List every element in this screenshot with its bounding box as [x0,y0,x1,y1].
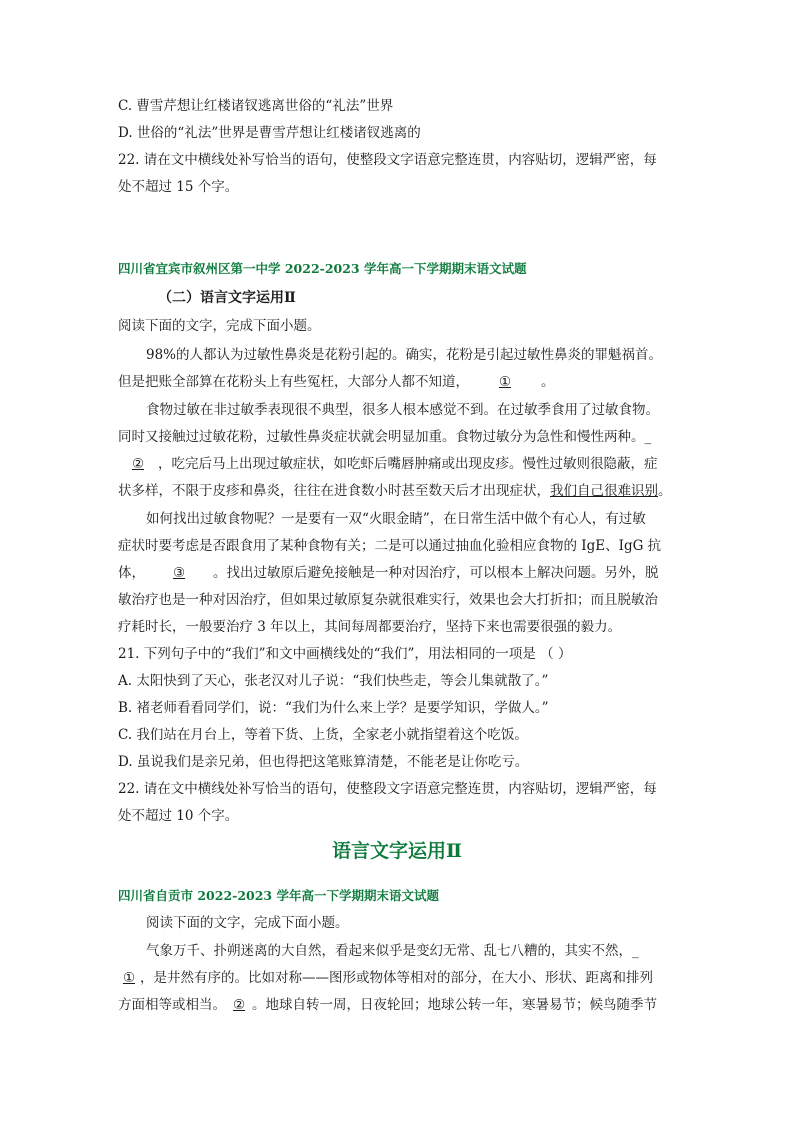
paragraph-1-line-1: 98%的人都认为过敏性鼻炎是花粉引起的。确实，花粉是引起过敏性鼻炎的罪魁祸首。 [146,347,663,363]
text-span: 。 [658,483,672,499]
paragraph-3-line-3 [118,563,659,583]
text-span: 方面相等或相当。 [118,997,226,1013]
question-22-line-2: 处不超过 10 个字。 [118,808,239,824]
answer-blank-2: ② [131,456,145,472]
paragraph-2-line-2: 同时又接触过过敏花粉，过敏性鼻炎症状就会明显加重。食物过敏分为急性和慢性两种。_ [118,429,652,445]
answer-blank-3: ③ [172,565,186,581]
text-span: ，是井然有序的。比如对称——图形或物体等相对的部分，在大小、形状、距离和排列 [140,970,653,986]
source-title: 四川省自贡市 2022-2023 学年高一下学期期末语文试题 [118,888,439,903]
question-22-line-1: 22. 请在文中横线处补写恰当的语句，使整段文字语意完整连贯，内容贴切，逻辑严密，每 [118,781,657,797]
answer-blank-1: ① [498,374,512,390]
instruction: 阅读下面的文字，完成下面小题。 [146,915,349,931]
paragraph-line-2 [118,968,653,988]
instruction: 阅读下面的文字，完成下面小题。 [118,318,321,334]
paragraph-3-line-5: 疗耗时长，一般要治疗 3 年以上，其间每周都要治疗，坚持下来也需要很强的毅力。 [118,619,622,635]
source-title: 四川省宜宾市叙州区第一中学 2022-2023 学年高一下学期期末语文试题 [118,261,527,276]
section-heading: （二）语言文字运用Ⅱ [158,290,296,306]
question-21-option-a: A. 太阳快到了天心，张老汉对儿子说：“我们快些走，等会儿集就散了。” [118,673,549,689]
question-21-option-b: B. 褚老师看看同学们，说：“我们为什么来上学？是要学知识，学做人。” [118,700,549,716]
text-span: 但是把账全部算在花粉头上有些冤枉，大部分人都不知道， [118,374,469,390]
question-21-option-d: D. 虽说我们是亲兄弟，但也得把这笔账算清楚，不能老是让你吃亏。 [118,754,529,770]
underlined-phrase: 我们自己很难识别 [550,483,658,499]
option-d: D. 世俗的“礼法”世界是曹雪芹想让红楼诸钗逃离的 [118,125,421,141]
text-span: 。找出过敏原后避免接触是一种对因治疗，可以根本上解决问题。另外，脱 [213,565,659,581]
question-22-line-1: 22. 请在文中横线处补写恰当的语句，使整段文字语意完整连贯，内容贴切，逻辑严密，每 [118,152,657,168]
answer-blank-1: ① [122,970,136,986]
paragraph-line-3 [118,995,657,1015]
text-span: 。地球自转一周，日夜轮回；地球公转一年，寒暑易节；候鸟随季节 [252,997,657,1013]
text-span: ，吃完后马上出现过敏症状，如吃虾后嘴唇肿痛或出现皮疹。慢性过敏则很隐蔽，症 [158,456,658,472]
paragraph-2-line-3 [118,454,658,474]
paragraph-line-1: 气象万千、扑朔迷离的大自然，看起来似乎是变幻无常、乱七八糟的，其实不然，_ [146,943,639,959]
text-span: 状多样，不限于皮疹和鼻炎，往往在进食数小时甚至数天后才出现症状， [118,483,550,499]
paragraph-3-line-1: 如何找出过敏食物呢？一是要有一双“火眼金睛”，在日常生活中做个有心人，有过敏 [146,511,646,527]
paragraph-1-line-2 [118,372,555,392]
question-21: 21. 下列句子中的“我们”和文中画横线处的“我们”，用法相同的一项是 （ ） [118,646,572,662]
paragraph-3-line-4: 敏治疗也是一种对因治疗，但如果过敏原复杂就很难实行，效果也会大打折扣；而且脱敏治 [118,592,658,608]
option-c: C. 曹雪芹想让红楼诸钗逃离世俗的“礼法”世界 [118,98,394,114]
answer-blank-2: ② [232,997,246,1013]
text-span: 体， [118,565,145,581]
section-title: 语言文字运用Ⅱ [331,840,462,862]
text-span: 。 [541,374,555,390]
question-21-option-c: C. 我们站在月台上，等着下货、上货，全家老小就指望着这个吃饭。 [118,727,528,743]
question-22-line-2: 处不超过 15 个字。 [118,179,239,195]
paragraph-2-line-1: 食物过敏在非过敏季表现很不典型，很多人根本感觉不到。在过敏季食用了过敏食物。 [146,402,659,418]
paragraph-2-line-4 [118,481,672,501]
paragraph-3-line-2: 症状时要考虑是否跟食用了某种食物有关；二是可以通过抽血化验相应食物的 IgE、IgG 抗 [118,538,662,554]
